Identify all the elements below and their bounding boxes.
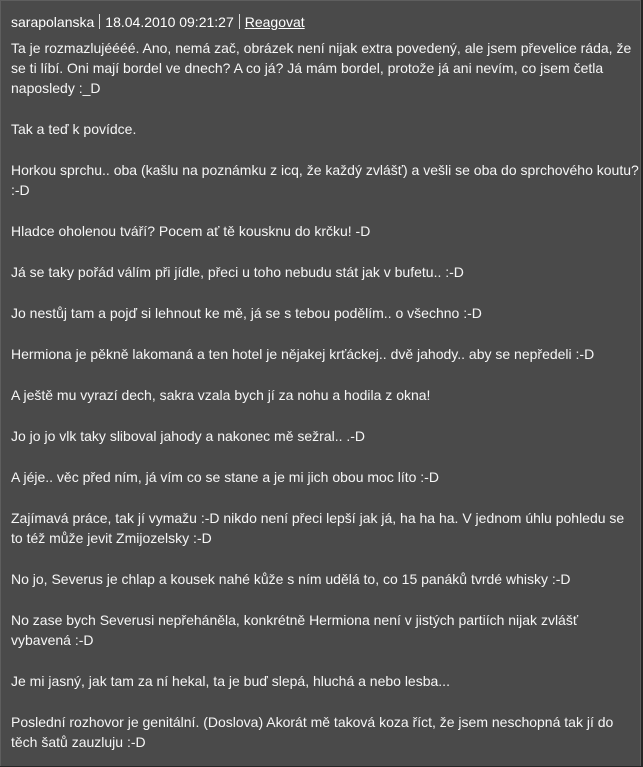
comment-author: sarapolanska (11, 14, 95, 30)
comment-paragraph: Hladce oholenou tváří? Pocem ať tě kousknu do krčku! -D (11, 223, 371, 239)
comment-paragraph: No zase bych Severusi nepřeháněla, konkrétně Hermiona není v jistých partiích nijak zvlášť vybavená :-D (11, 612, 579, 648)
comment-paragraph: Je mi jasný, jak tam za ní hekal, ta je buď slepá, hluchá a nebo lesba... (11, 673, 450, 689)
comment-paragraph: Zajímavá práce, tak jí vymažu :-D nikdo není přeci lepší jak já, ha ha ha. V jednom úhlu pohledu se to též může jevit Zmijozelsky :-D (11, 510, 625, 546)
comment-paragraph: Jo nestůj tam a pojď si lehnout ke mě, já se s tebou podělím.. o všechno :-D (11, 305, 482, 321)
comment-paragraph: A jéje.. věc před ním, já vím co se stane a je mi jich obou moc líto :-D (11, 469, 439, 485)
comment-body (11, 38, 639, 752)
comment-header (1, 1, 640, 34)
comment-paragraph: A ještě mu vyrazí dech, sakra vzala bych jí za nohu a hodila z okna! (11, 387, 431, 403)
header-divider (99, 14, 100, 29)
comment-paragraph: Poslední rozhovor je genitální. (Doslova) Akorát mě taková koza říct, že jsem neschopná tak jí do těch šatů zauzluju :-D (11, 714, 614, 750)
comment-paragraph: Hermiona je pěkně lakomaná a ten hotel je nějakej krťáckej.. dvě jahody.. aby se nepředeli :-D (11, 346, 595, 362)
reply-link[interactable]: Reagovat (244, 14, 305, 30)
header-divider (239, 14, 240, 29)
comment-timestamp: 18.04.2010 09:21:27 (105, 14, 234, 30)
comment-paragraph: Horkou sprchu.. oba (kašlu na poznámku z icq, že každý zvlášť) a vešli se oba do sprchového koutu? :-D (11, 162, 639, 198)
comment-paragraph: Ta je rozmazlujéééé. Ano, nemá zač, obrázek není nijak extra povedený, ale jsem převelice ráda, že se ti líbí. Oni mají bordel ve dnech? A co já? Já mám bordel, protože já ani nevím, co jsem četla naposledy :_D (11, 40, 632, 96)
comment-paragraph: Jo jo jo vlk taky sliboval jahody a nakonec mě sežral.. .-D (11, 428, 366, 444)
comment-paragraph: Já se taky pořád válím při jídle, přeci u toho nebudu stát jak v bufetu.. :-D (11, 264, 464, 280)
comment-paragraph: Tak a teď k povídce. (11, 121, 137, 137)
comment-paragraph: No jo, Severus je chlap a kousek nahé kůže s ním udělá to, co 15 panáků tvrdé whisky :-D (11, 571, 571, 587)
